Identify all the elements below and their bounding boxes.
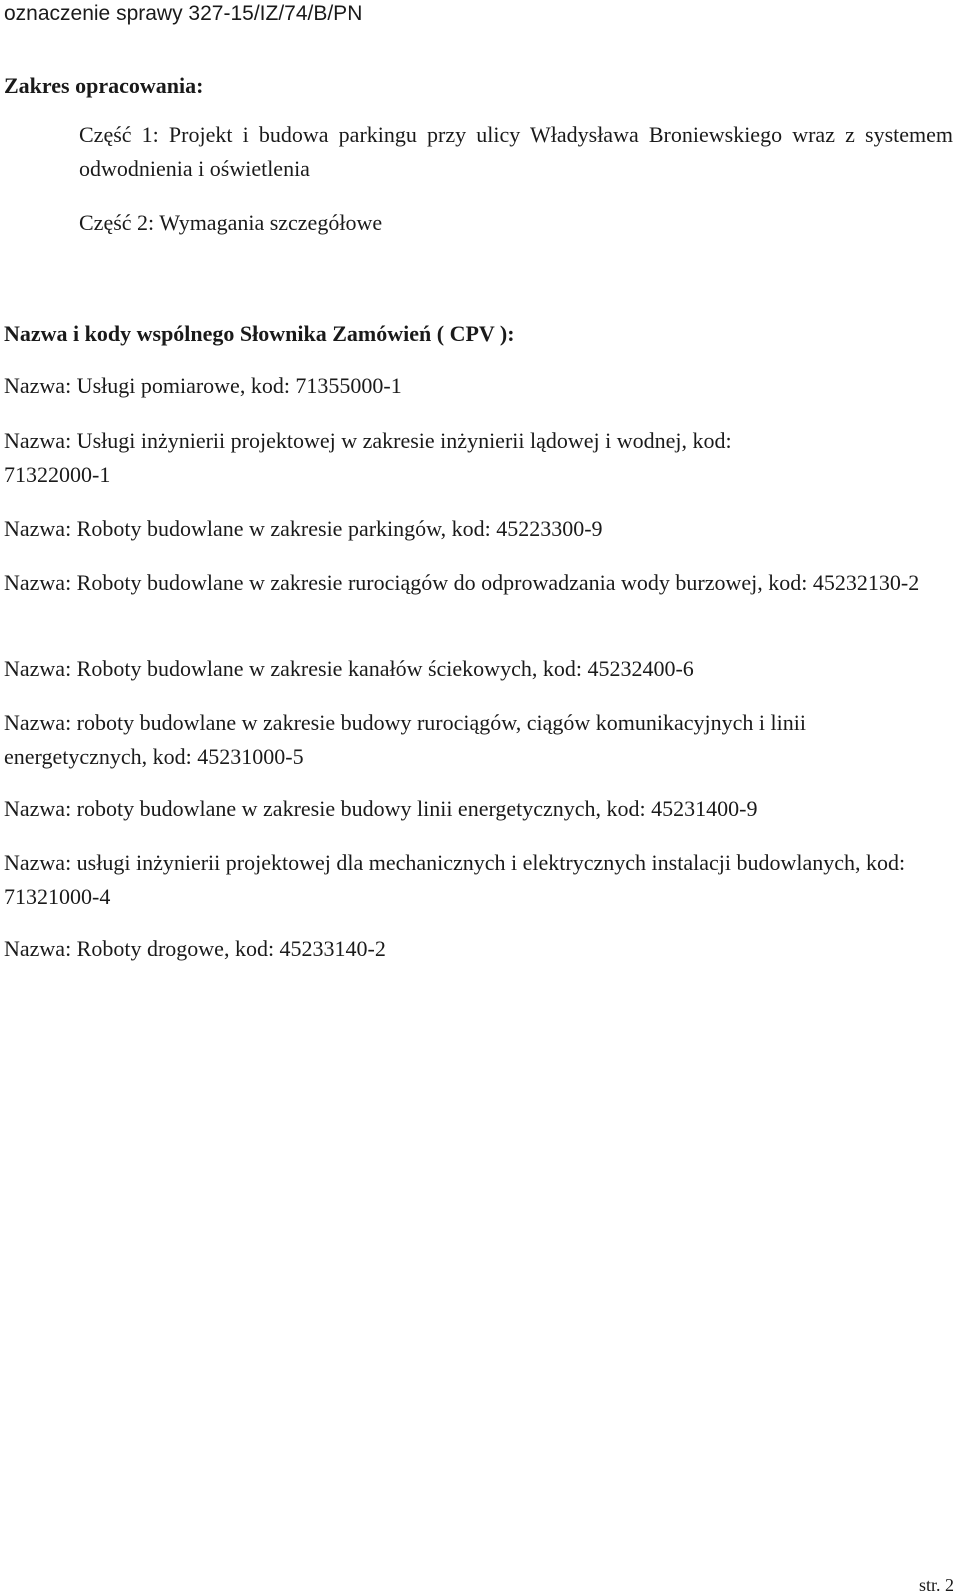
case-identifier: oznaczenie sprawy 327-15/IZ/74/B/PN [4, 2, 363, 25]
cpv-item: Nazwa: Roboty budowlane w zakresie rurociągów do odprowadzania wody burzowej, kod: 45232130-2 [4, 570, 920, 595]
scope-heading: Zakres opracowania: [4, 73, 204, 98]
cpv-item: Nazwa: Usługi pomiarowe, kod: 71355000-1 [4, 373, 402, 398]
cpv-item: Nazwa: usługi inżynierii projektowej dla mechanicznych i elektrycznych instalacji budowlanych, kod: 71321000-4 [4, 850, 906, 909]
cpv-item: Nazwa: roboty budowlane w zakresie budowy linii energetycznych, kod: 45231400-9 [4, 796, 758, 821]
cpv-item: Nazwa: Roboty budowlane w zakresie parkingów, kod: 45223300-9 [4, 516, 603, 541]
cpv-item: Nazwa: Usługi inżynierii projektowej w zakresie inżynierii lądowej i wodnej, kod: 71322000-1 [4, 428, 732, 487]
cpv-item: Nazwa: Roboty drogowe, kod: 45233140-2 [4, 936, 386, 961]
cpv-heading: Nazwa i kody wspólnego Słownika Zamówień ( CPV ): [4, 321, 515, 346]
scope-part-2: Część 2: Wymagania szczegółowe [79, 210, 383, 235]
scope-part-1: Część 1: Projekt i budowa parkingu przy ulicy Władysława Broniewskiego wraz z systemem odwodnienia i oświetlenia [79, 122, 953, 181]
cpv-item: Nazwa: Roboty budowlane w zakresie kanałów ściekowych, kod: 45232400-6 [4, 656, 694, 681]
cpv-item: Nazwa: roboty budowlane w zakresie budowy rurociągów, ciągów komunikacyjnych i linii energetycznych, kod: 45231000-5 [4, 710, 806, 769]
page-number: str. 2 [918, 1575, 954, 1595]
